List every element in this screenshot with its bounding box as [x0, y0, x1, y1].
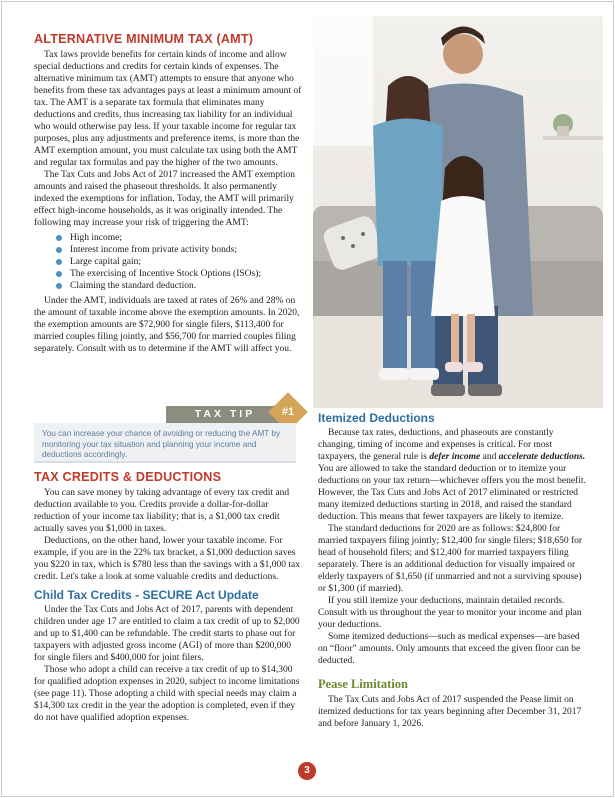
family-photo — [313, 16, 603, 408]
amt-heading: ALTERNATIVE MINIMUM TAX (AMT) — [34, 32, 254, 46]
child-credits-heading: Child Tax Credits - SECURE Act Update — [34, 588, 259, 602]
tax-tip-number: #1 — [281, 406, 295, 418]
amt-paragraph-1: Tax laws provide benefits for certain kinds of income and allow special deductions and credits for certain kinds of expenses. The alternative minimum tax (AMT) attempts to ensure that anyone who benefits from these tax advantages pays at least a minimum amount of tax. The AMT is a separate tax formula that eliminates many deductions and credits, thus increasing tax liability for an individual who would otherwise pay less. If your taxable income for regular tax purposes, plus any adjustments and preference items, is more than the AMT exemption amount, you must calculate tax using both the AMT and regular tax formulas and pay the higher of the two amounts. — [34, 50, 302, 168]
itemized-heading: Itemized Deductions — [318, 411, 435, 425]
tax-tip-label: TAX TIP — [166, 406, 284, 423]
itemized-paragraph-2: The standard deductions for 2020 are as follows: $24,800 for married taxpayers filing jointly; $12,400 for single filers; $18,650 for head of household filers; and $12,400 for married taxpayers filing separately. There is an additional deduction for visually impaired or elderly taxpayers of $1,650 (if unmarried and not a surviving spouse) or $1,300 (if married). — [318, 524, 583, 594]
tax-tip-text: You can increase your chance of avoiding or reducing the AMT by monitoring your tax situation and planning your income and deductions accordingly. — [42, 429, 281, 459]
bullet-icon — [56, 271, 62, 277]
list-item: Large capital gain; — [56, 256, 304, 268]
itemized-paragraph-3: If you still itemize your deductions, maintain detailed records. Consult with us throughout the year to monitor your income and plan your deductions. — [318, 596, 582, 630]
amt-paragraph-2: The Tax Cuts and Jobs Act of 2017 increased the AMT exemption amounts and raised the phaseout thresholds. It also permanently indexed the exemptions for inflation. Today, the AMT will primarily effect high-income households, as it was originally intended. The following may increase your risk of triggering the AMT: — [34, 170, 295, 228]
bullet-icon — [56, 259, 62, 265]
left-column — [34, 32, 304, 355]
tax-tip-box — [34, 423, 296, 463]
left-column-lower — [34, 470, 304, 724]
credits-paragraph-1: You can save money by taking advantage of every tax credit and deduction available to you. Credits provide a dollar-for-dollar reduction of your income tax liability; that is, a $1,000 tax credit actually saves you $1,000 in taxes. — [34, 488, 290, 534]
bullet-icon — [56, 235, 62, 241]
child-paragraph-2: Those who adopt a child can receive a tax credit of up to $14,300 for qualified adoption expenses in 2020, subject to income limitations (see page 11). Those adopting a child with special needs may claim a $14,300 tax credit in the year the adoption is completed, even if they do not have qualified adoption expenses. — [34, 665, 300, 723]
list-item: High income; — [56, 232, 304, 244]
list-item: The exercising of Incentive Stock Options (ISOs); — [56, 268, 304, 280]
credits-heading: TAX CREDITS & DEDUCTIONS — [34, 470, 222, 484]
itemized-paragraph-4: Some itemized deductions—such as medical expenses—are based on “floor” amounts. Only amounts that exceed the given floor can be deducted. — [318, 632, 581, 666]
list-item: Interest income from private activity bonds; — [56, 244, 304, 256]
right-column — [318, 411, 588, 730]
pease-heading: Pease Limitation — [318, 677, 408, 691]
amt-paragraph-3: Under the AMT, individuals are taxed at rates of 26% and 28% on the amount of taxable income above the exemption amounts. In 2020, the exemption amounts are $72,900 for single filers, $113,400 for married couples filing jointly, and $56,700 for married couples filing separately. Consult with us to determine if the AMT will affect you. — [34, 296, 300, 354]
list-item: Claiming the standard deduction. — [56, 280, 304, 292]
tax-tip — [34, 404, 304, 464]
page-number: 3 — [298, 762, 316, 780]
bullet-icon — [56, 283, 62, 289]
amt-risk-list — [56, 232, 304, 292]
child-paragraph-1: Under the Tax Cuts and Jobs Act of 2017, parents with dependent children under age 17 are entitled to claim a tax credit of up to $2,000 and up to $1,400 can be refundable. The credit starts to phase out for taxpayers with adjusted gross income (AGI) of more than $200,000 for single filers and $400,000 for joint filers. — [34, 605, 300, 663]
itemized-paragraph-1: Because tax rates, deductions, and phaseouts are constantly changing, timing of income and expenses is critical. For most taxpayers, the general rule is defer income and accelerate deductions. You are allowed to take the standard deduction or to itemize your deductions on your tax return—whichever offers you the most benefit. However, the Tax Cuts and Jobs Act of 2017 eliminated or restricted many itemized deductions starting in 2018, and raised the standard deduction. This means that fewer taxpayers are likely to itemize. — [318, 428, 586, 522]
bullet-icon — [56, 247, 62, 253]
pease-paragraph: The Tax Cuts and Jobs Act of 2017 suspended the Pease limit on itemized deductions for tax years beginning after December 31, 2017 and before January 1, 2026. — [318, 695, 582, 729]
credits-paragraph-2: Deductions, on the other hand, lower your taxable income. For example, if you are in the 22% tax bracket, a $1,000 deduction saves you $220 in tax, which is $780 less than the savings with a $1,000 tax credit. Let's take a look at some valuable credits and deductions. — [34, 536, 300, 582]
